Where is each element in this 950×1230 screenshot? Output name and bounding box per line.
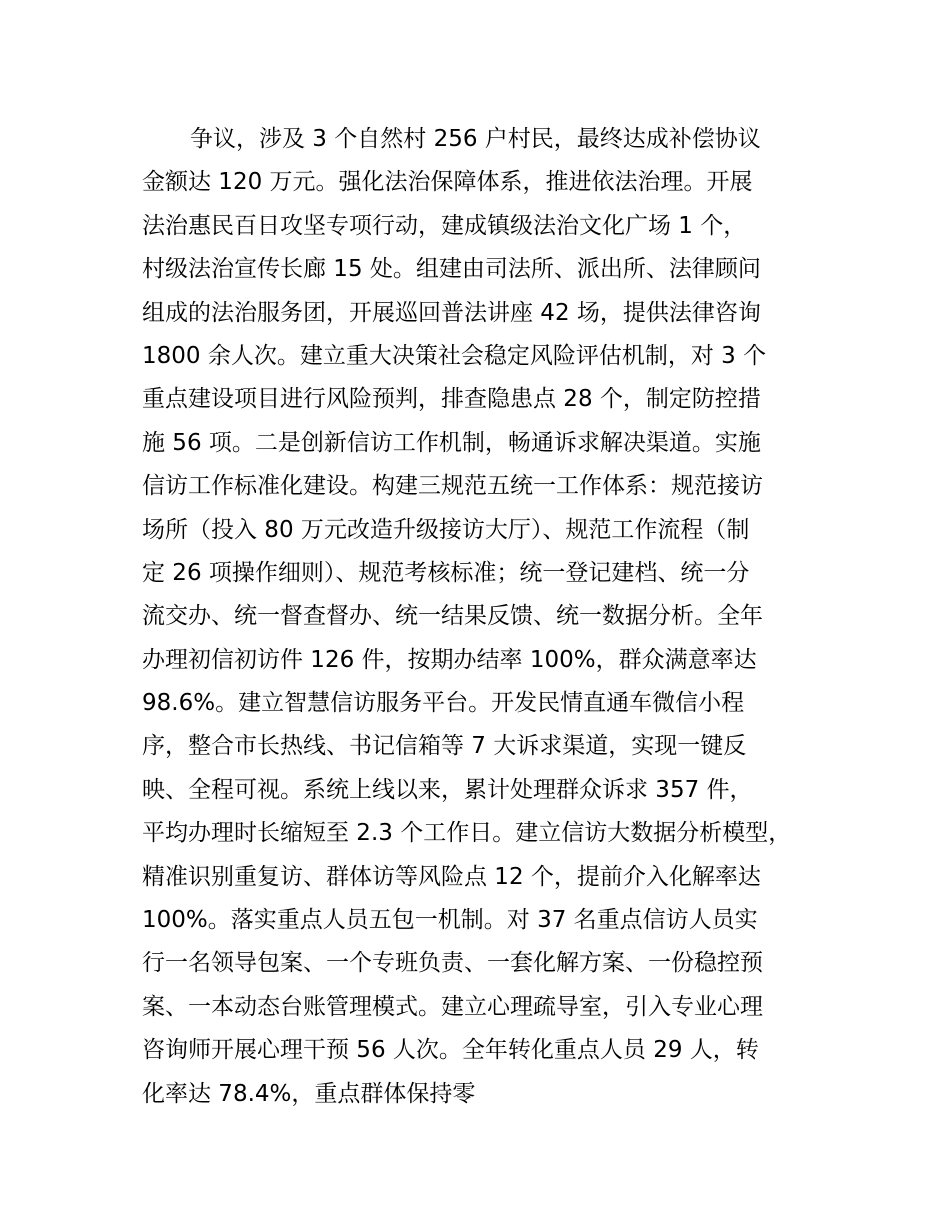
text-line: 1800 余人次。建立重大决策社会稳定风险评估机制，对 3 个 bbox=[142, 342, 767, 369]
text-line: 咨询师开展心理干预 56 人次。全年转化重点人员 29 人，转 bbox=[142, 1037, 759, 1064]
text-line: 法治惠民百日攻坚专项行动，建成镇级法治文化广场 1 个， bbox=[142, 212, 747, 239]
text-line: 重点建设项目进行风险预判，排查隐患点 28 个，制定防控措 bbox=[142, 386, 761, 413]
text-line: 行一名领导包案、一个专班负责、一套化解方案、一份稳控预 bbox=[142, 950, 763, 977]
text-line: 平均办理时长缩短至 2.3 个工作日。建立信访大数据分析模型， bbox=[142, 820, 792, 847]
text-line: 案、一本动态台账管理模式。建立心理疏导室，引入专业心理 bbox=[142, 993, 763, 1020]
text-line: 办理初信初访件 126 件，按期办结率 100%，群众满意率达 bbox=[142, 646, 757, 673]
text-line: 映、全程可视。系统上线以来，累计处理群众诉求 357 件， bbox=[142, 776, 753, 803]
text-line: 金额达 120 万元。强化法治保障体系，推进依法治理。开展 bbox=[142, 169, 753, 196]
text-line: 流交办、统一督查督办、统一结果反馈、统一数据分析。全年 bbox=[142, 603, 763, 630]
text-line: 100%。落实重点人员五包一机制。对 37 名重点信访人员实 bbox=[142, 907, 758, 934]
text-line: 序，整合市长热线、书记信箱等 7 大诉求渠道，实现一键反 bbox=[142, 733, 747, 760]
text-line: 定 26 项操作细则）、规范考核标准；统一登记建档、统一分 bbox=[142, 559, 750, 586]
body-paragraph bbox=[142, 118, 842, 1116]
text-line: 组成的法治服务团，开展巡回普法讲座 42 场，提供法律咨询 bbox=[142, 299, 761, 326]
text-line: 场所（投入 80 万元改造升级接访大厅）、规范工作流程（制 bbox=[142, 516, 750, 543]
text-line: 争议，涉及 3 个自然村 256 户村民，最终达成补偿协议 bbox=[190, 126, 761, 152]
text-line: 精准识别重复访、群体访等风险点 12 个，提前介入化解率达 bbox=[142, 863, 761, 890]
text-line: 施 56 项。二是创新信访工作机制，畅通诉求解决渠道。实施 bbox=[142, 429, 761, 456]
text-line: 98.6%。建立智慧信访服务平台。开发民情直通车微信小程 bbox=[142, 690, 745, 717]
text-line: 村级法治宣传长廊 15 处。组建由司法所、派出所、法律顾问 bbox=[142, 256, 761, 283]
text-line: 信访工作标准化建设。构建三规范五统一工作体系：规范接访 bbox=[142, 473, 763, 500]
text-line: 化率达 78.4%，重点群体保持零 bbox=[142, 1080, 476, 1107]
